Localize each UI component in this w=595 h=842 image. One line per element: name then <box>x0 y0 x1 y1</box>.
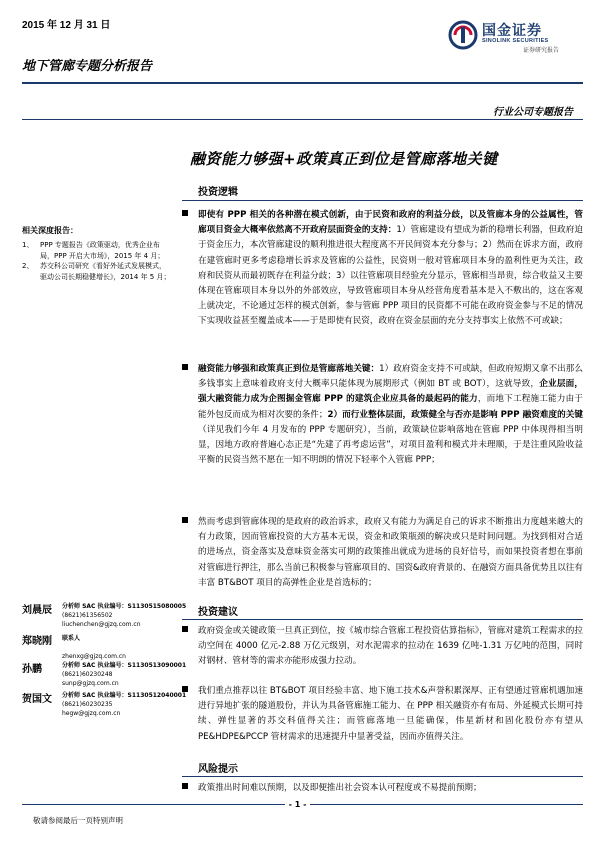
paragraph-lead: 即使有 PPP 相关的各种潜在模式创新，由于民资和政府的利益分歧，以及管廊本身的公益属性，管廊项目资金大概率依然离不开政府层面资金的支持： <box>198 210 583 236</box>
brand-logo <box>448 18 583 58</box>
section-heading-risk: 风险提示 <box>198 764 238 775</box>
list-item-text: PPP 专题报告《政策驱动，优秀企业布局，PPP 开启大市场》，2015 年 4 月； <box>40 241 165 260</box>
analyst-info <box>62 634 126 660</box>
paragraph: 政策推出时间难以预期，以及即便推出社会资本认可程度或不易提前预期； <box>198 783 482 793</box>
related-reports-title: 相关深度报告： <box>22 226 78 235</box>
analyst-name: 刘晨辰 <box>22 605 52 616</box>
report-series-title: 地下管廊专题分析报告 <box>22 59 153 74</box>
analyst-email: liuchenchen@gjzq.com.cn <box>62 621 141 628</box>
analyst-role: 分析师 SAC 执业编号：S1130515080005 <box>62 603 187 610</box>
risk-point-1 <box>198 781 583 796</box>
paragraph-text: ，而地下工程施工能力由于能外包反而成为相对次要的条件； <box>198 394 583 420</box>
report-date: 2015 年 12 月 31 日 <box>22 20 111 31</box>
bullet-icon <box>182 783 188 789</box>
paragraph <box>198 362 583 468</box>
analyst-info <box>62 691 186 718</box>
paragraph-text: 2）然而在诉求方面，政府在建管廊时更多考虑稳增长诉求及管廊的公益性，民资则一般对管廊项目本身的盈利性更为关注，政府和民资从而最初既存在利益分歧； <box>198 240 583 281</box>
analyst-info <box>62 602 186 629</box>
paragraph-lead: 融资能力够强和政策真正到位是管廊落地关键： <box>198 364 380 374</box>
analyst-role: 分析师 SAC 执业编号：S1130512040001 <box>62 692 187 699</box>
analyst-name: 贺国文 <box>22 694 52 705</box>
paragraph-text: 3）以往管廊项目经验充分显示，管廊相当昂贵，综合收益又主要体现在管廊项目本身以外的外部效应，导致管廊项目本身从经营角度看基本是入不敷出的，这在客观上就决定，不论通过怎样的模式创新，参与管廊 PPP 项目的民资都不可能在政府资金参与不足的情况下实现收益甚至覆盖成本——于是即使有民资，政府在资金层面的充分支持事实上依然不可或缺； <box>198 270 583 327</box>
related-reports-list <box>22 240 172 282</box>
advice-point-1 <box>198 624 583 670</box>
paragraph-emphasis: 2）而行业整体层面，政策健全与否亦是影响 PPP 融资难度的关键 <box>327 409 583 420</box>
paragraph <box>198 208 583 330</box>
brand-mark-icon <box>448 20 478 50</box>
page-number-text: - 1 - <box>285 800 311 809</box>
brand-name-en: SINOLINK SECURITIES <box>482 38 549 44</box>
analyst-phone: (8621)61356502 <box>62 612 113 619</box>
list-item-number: 1、 <box>22 241 34 249</box>
bullet-icon <box>182 517 188 523</box>
analyst-email: zhenxg@gjzq.com.cn <box>62 653 126 660</box>
section-heading-advice: 投资建议 <box>198 607 238 618</box>
section-rule <box>182 619 583 620</box>
analyst-name: 郑晓刚 <box>22 636 52 647</box>
advice-point-2 <box>198 684 583 745</box>
analyst-role: 联系人 <box>62 635 81 642</box>
analyst-name: 孙鹏 <box>22 664 42 675</box>
paragraph: 我们重点推荐以往 BT&BOT 项目经验丰富、地下施工技术&声誉积累深厚、正有望通过管廊机遇加速进行异地扩张的隧道股份，并认为具备管廊施工能力、在 PPP 相关融资亦有布局、外延模式长期可持续、弹性显著的苏交科值得关注；而管廊落地一旦能确保，伟星新材和固化股份亦有望从 PE&HDPE&PCCP 管材需求的迅速提升中显著受益，因而亦值得关注。 <box>198 686 583 742</box>
page-title: 融资能力够强+政策真正到位是管廊落地关键 <box>190 150 498 168</box>
logic-point-3 <box>198 515 583 591</box>
list-item <box>22 261 172 282</box>
brand-subtitle: 证券研究报告 <box>523 47 560 54</box>
analyst-role: 分析师 SAC 执业编号：S1130513090001 <box>62 662 187 669</box>
bullet-icon <box>182 626 188 632</box>
logic-point-1 <box>198 208 583 330</box>
brand-name-cn: 国金证券 <box>482 23 542 39</box>
section-rule <box>182 200 583 201</box>
list-item-number: 2、 <box>22 262 34 270</box>
list-item <box>22 240 172 261</box>
paragraph-text: 1）管廊建设有望成为新的稳增长利器，但政府迫于资金压力，本次管廊建设的顺利推进很大程度离不开民间资本充分参与； <box>198 225 583 251</box>
analyst-phone: (8621)60230235 <box>62 701 113 708</box>
analyst-email: hegw@gjzq.com.cn <box>62 710 121 717</box>
logic-point-2 <box>198 362 583 468</box>
page-number <box>0 800 595 809</box>
section-heading-logic: 投资逻辑 <box>198 187 238 198</box>
bullet-icon <box>182 364 188 370</box>
footer-disclaimer: 敬请参阅最后一页特别声明 <box>33 816 123 825</box>
analyst-phone: (8621)60230248 <box>62 671 113 678</box>
header-rule <box>22 82 583 84</box>
paragraph-text: 1）政府资金支持不可或缺，但政府短期又拿不出那么多钱事实上意味着政府支付大概率只能体现为展期形式（例如 BT 或 BOT），这就导致， <box>198 364 583 390</box>
section-rule <box>182 776 583 777</box>
paragraph-text: （详见我们今年 4 月发布的 PPP 专题研究），当前，政策缺位影响落地在管廊 PPP 中体现得相当明显，因地方政府普遍心态正是“先建了再考虑运营”，对项目盈利和模式并未理顺，于是注重风险收益平衡的民资当然不愿在一知不明朗的情况下轻率个入管廊 PPP； <box>198 424 583 466</box>
bullet-icon <box>182 210 188 216</box>
paragraph: 政府资金或关键政策一旦真正到位，按《城市综合管廊工程投资估算指标》，管廊对建筑工程需求的拉动空间在 4000 亿元-2.88 万亿元级别，对水泥需求的拉动在 1639 亿吨-1.31 万亿吨的范围，同时对钢材、管材等的需求亦能形成强力拉动。 <box>198 626 583 667</box>
section-tag: 行业公司专题报告 <box>493 107 573 118</box>
list-item-text: 苏交科公司研究《看好外延式发展模式，驱动公司长期稳健增长》，2014 年 5 月； <box>40 262 171 281</box>
paragraph: 然而考虑到管廊体现的是政府的政治诉求，政府又有能力为满足自己的诉求不断推出力度越来越大的有力政策，因而管廊投资的大方基本无误，资金和政策瓶颈的解决或只是时间问题。为找到相对合适的进场点，资金落实及意味资金落实可期的政策推出就成为进场的良好信号，而如果投资者想在事前对管廊进行押注，那么当前已积极参与管廊项目的、国资&政府背景的、在融资方面具备优势且以往有丰富 BT&BOT 项目的高弹性企业是首选标的； <box>198 517 583 588</box>
analyst-email: sunp@gjzq.com.cn <box>62 680 119 687</box>
paragraph-emphasis: 企业层面，强大融资能力成为企图掘金管廊 PPP 的建筑企业应具备的最起码的能力 <box>198 379 583 405</box>
analyst-info <box>62 661 186 688</box>
section-rule <box>22 119 583 120</box>
bullet-icon <box>182 686 188 692</box>
